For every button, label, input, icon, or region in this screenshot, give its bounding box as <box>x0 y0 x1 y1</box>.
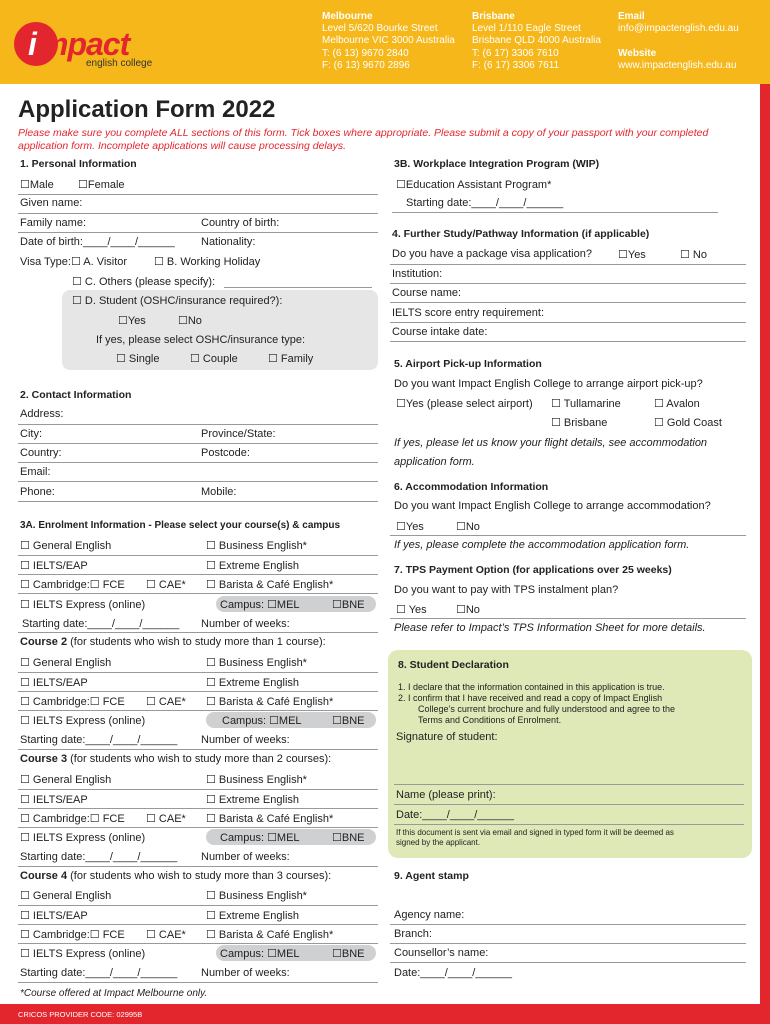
oshc-couple-checkbox[interactable]: ☐ Couple <box>190 353 238 365</box>
section-personal-heading: 1. Personal Information <box>20 158 137 170</box>
package-no-checkbox[interactable]: ☐ No <box>680 249 707 261</box>
c2-business-checkbox[interactable]: ☐ Business English* <box>206 657 307 669</box>
c4-express-checkbox[interactable]: ☐ IELTS Express (online) <box>20 948 146 960</box>
contact-website: Website www.impactenglish.edu.au <box>618 48 737 72</box>
country-birth-label: Country of birth: <box>201 217 280 229</box>
declaration-note-2: signed by the applicant. <box>396 838 481 847</box>
section-accommodation-heading: 6. Accommodation Information <box>394 481 549 493</box>
family-name-label: Family name: <box>20 217 87 229</box>
c4-cae-checkbox[interactable]: ☐ CAE* <box>146 929 186 941</box>
c2-express-checkbox[interactable]: ☐ IELTS Express (online) <box>20 715 146 727</box>
c2-campus-mel-checkbox[interactable]: Campus: ☐MEL <box>222 715 302 727</box>
c2-general-checkbox[interactable]: ☐ General English <box>20 657 112 669</box>
airport-question: Do you want Impact English College to arrange airport pick-up? <box>394 378 703 390</box>
section-wip-heading: 3B. Workplace Integration Program (WIP) <box>394 158 600 170</box>
side-accent-bar <box>760 84 770 1024</box>
c1-cambridge-checkbox[interactable]: ☐ Cambridge:☐ FCE <box>20 579 125 591</box>
c3-business-checkbox[interactable]: ☐ Business English* <box>206 774 307 786</box>
accommodation-note: If yes, please complete the accommodation application form. <box>394 539 690 551</box>
c2-cambridge-checkbox[interactable]: ☐ Cambridge:☐ FCE <box>20 696 125 708</box>
c1-business-checkbox[interactable]: ☐ Business English* <box>206 540 307 552</box>
c1-campus-bne-checkbox[interactable]: ☐BNE <box>332 599 365 611</box>
airport-note: If yes, please let us know your flight details, see accommodation application form. <box>394 437 708 468</box>
declaration-2: 2. I confirm that I have received and read a copy of Impact English <box>398 693 663 703</box>
oshc-type-label: If yes, please select OSHC/insurance type: <box>96 334 306 346</box>
c2-start-date[interactable]: Starting date:____/____/______ <box>20 734 178 746</box>
c3-campus-mel-checkbox[interactable]: Campus: ☐MEL <box>220 832 300 844</box>
c4-business-checkbox[interactable]: ☐ Business English* <box>206 890 307 902</box>
intro-text: Please make sure you complete ALL sections of this form. Tick boxes where appropriate. Please submit a copy of your passport with your completed application form. Incomplete applications will cause processing delays. <box>18 127 709 152</box>
declaration-note-1: If this document is sent via email and signed in typed form it will be deemed as <box>396 828 674 837</box>
agency-name-label: Agency name: <box>394 909 465 921</box>
c2-extreme-checkbox[interactable]: ☐ Extreme English <box>206 677 300 689</box>
c3-barista-checkbox[interactable]: ☐ Barista & Café English* <box>206 813 334 825</box>
visa-student-checkbox[interactable]: ☐ D. Student (OSHC/insurance required?): <box>72 295 283 307</box>
tps-yes-checkbox[interactable]: ☐ Yes <box>396 604 427 616</box>
female-checkbox[interactable]: ☐Female <box>78 179 125 191</box>
course4-heading: Course 4 (for students who wish to study more than 3 courses): <box>20 870 332 882</box>
course-name-label: Course name: <box>392 287 462 299</box>
course3-heading: Course 3 (for students who wish to study more than 2 courses): <box>20 753 332 765</box>
c4-barista-checkbox[interactable]: ☐ Barista & Café English* <box>206 929 334 941</box>
section-declaration-heading: 8. Student Declaration <box>398 659 509 671</box>
oshc-family-checkbox[interactable]: ☐ Family <box>268 353 314 365</box>
c3-general-checkbox[interactable]: ☐ General English <box>20 774 112 786</box>
c4-general-checkbox[interactable]: ☐ General English <box>20 890 112 902</box>
package-yes-checkbox[interactable]: ☐Yes <box>618 249 646 261</box>
country-label: Country: <box>20 447 62 459</box>
c3-campus-bne-checkbox[interactable]: ☐BNE <box>332 832 365 844</box>
c1-weeks-label: Number of weeks: <box>201 618 290 630</box>
c4-weeks-label: Number of weeks: <box>201 967 290 979</box>
c2-ielts-checkbox[interactable]: ☐ IELTS/EAP <box>20 677 88 689</box>
declaration-1: 1. I declare that the information contained in this application is true. <box>398 682 665 692</box>
ielts-score-label: IELTS score entry requirement: <box>392 307 545 319</box>
tps-note: Please refer to Impact’s TPS Information Sheet for more details. <box>394 622 706 634</box>
cricos-code: CRICOS PROVIDER CODE: 02995B <box>18 1010 143 1019</box>
c4-ielts-checkbox[interactable]: ☐ IELTS/EAP <box>20 910 88 922</box>
print-name-label: Name (please print): <box>396 789 496 801</box>
airport-tullamarine-checkbox[interactable]: ☐ Tullamarine <box>551 398 621 410</box>
c4-cambridge-checkbox[interactable]: ☐ Cambridge:☐ FCE <box>20 929 125 941</box>
c3-weeks-label: Number of weeks: <box>201 851 290 863</box>
footer-bar <box>0 1004 770 1024</box>
airport-avalon-checkbox[interactable]: ☐ Avalon <box>654 398 700 410</box>
c2-cae-checkbox[interactable]: ☐ CAE* <box>146 696 186 708</box>
branch-label: Branch: <box>394 928 432 940</box>
nationality-label: Nationality: <box>201 236 256 248</box>
section-contact-heading: 2. Contact Information <box>20 389 132 401</box>
c1-general-checkbox[interactable]: ☐ General English <box>20 540 112 552</box>
province-label: Province/State: <box>201 428 276 440</box>
postcode-label: Postcode: <box>201 447 250 459</box>
email-link[interactable]: info@impactenglish.edu.au <box>618 23 739 35</box>
accommodation-yes-checkbox[interactable]: ☐Yes <box>396 521 424 533</box>
male-checkbox[interactable]: ☐Male <box>20 179 54 191</box>
c3-cambridge-checkbox[interactable]: ☐ Cambridge:☐ FCE <box>20 813 125 825</box>
phone-label: Phone: <box>20 486 55 498</box>
brisbane-address: Brisbane Level 1/110 Eagle Street Brisbane QLD 4000 Australia T: (6 17) 3306 7610 F: (6 17) 3306 7611 <box>472 11 601 71</box>
melbourne-address: Melbourne Level 5/620 Bourke Street Melbourne VIC 3000 Australia T: (6 13) 9670 2840 F: (6 13) 9670 2896 <box>322 11 455 71</box>
c1-start-date[interactable]: Starting date:____/____/______ <box>22 618 180 630</box>
c1-express-checkbox[interactable]: ☐ IELTS Express (online) <box>20 599 146 611</box>
c4-start-date[interactable]: Starting date:____/____/______ <box>20 967 178 979</box>
c3-start-date[interactable]: Starting date:____/____/______ <box>20 851 178 863</box>
dob-field[interactable]: Date of birth:____/____/______ <box>20 236 175 248</box>
c3-express-checkbox[interactable]: ☐ IELTS Express (online) <box>20 832 146 844</box>
institution-label: Institution: <box>392 268 443 280</box>
section-study-heading: 4. Further Study/Pathway Information (if applicable) <box>392 228 650 240</box>
tps-no-checkbox[interactable]: ☐No <box>456 604 480 616</box>
oshc-single-checkbox[interactable]: ☐ Single <box>116 353 160 365</box>
airport-yes-checkbox[interactable]: ☐Yes (please select airport) <box>396 398 533 410</box>
section-agent-heading: 9. Agent stamp <box>394 870 469 882</box>
c3-ielts-checkbox[interactable]: ☐ IELTS/EAP <box>20 794 88 806</box>
header-banner <box>0 0 770 84</box>
signature-label: Signature of student: <box>396 731 498 743</box>
c4-campus-bne-checkbox[interactable]: ☐BNE <box>332 948 365 960</box>
declaration-2c: Terms and Conditions of Enrolment. <box>418 715 562 725</box>
website-link[interactable]: www.impactenglish.edu.au <box>618 60 737 72</box>
wip-edu-checkbox[interactable]: ☐Education Assistant Program* <box>396 179 552 191</box>
footnote: *Course offered at Impact Melbourne only. <box>20 988 208 999</box>
package-visa-question: Do you have a package visa application? <box>392 248 592 260</box>
c1-barista-checkbox[interactable]: ☐ Barista & Café English* <box>206 579 334 591</box>
contact-email: Email info@impactenglish.edu.au <box>618 11 739 35</box>
agent-date[interactable]: Date:____/____/______ <box>394 967 513 979</box>
visa-working-checkbox[interactable]: ☐ B. Working Holiday <box>154 256 261 268</box>
logo-text: mpact <box>40 26 130 62</box>
visa-visitor-checkbox[interactable]: Visa Type:☐ A. Visitor <box>20 256 128 268</box>
city-label: City: <box>20 428 42 440</box>
section-enrolment-heading: 3A. Enrolment Information - Please select your course(s) & campus <box>20 520 341 531</box>
declaration-date[interactable]: Date:____/____/______ <box>396 809 515 821</box>
address-label: Address: <box>20 408 64 420</box>
c1-extreme-checkbox[interactable]: ☐ Extreme English <box>206 560 300 572</box>
section-tps-heading: 7. TPS Payment Option (for applications over 25 weeks) <box>394 564 672 576</box>
declaration-2b: College’s current brochure and fully understood and agree to the <box>418 704 676 714</box>
logo-i: i <box>28 26 37 62</box>
section-airport-heading: 5. Airport Pick-up Information <box>394 358 542 370</box>
c1-campus-mel-checkbox[interactable]: Campus: ☐MEL <box>220 599 300 611</box>
intake-date-label: Course intake date: <box>392 326 488 338</box>
c3-extreme-checkbox[interactable]: ☐ Extreme English <box>206 794 300 806</box>
mobile-label: Mobile: <box>201 486 237 498</box>
c2-barista-checkbox[interactable]: ☐ Barista & Café English* <box>206 696 334 708</box>
accommodation-question: Do you want Impact English College to arrange accommodation? <box>394 500 711 512</box>
oshc-yes-checkbox[interactable]: ☐Yes <box>118 315 146 327</box>
accommodation-no-checkbox[interactable]: ☐No <box>456 521 480 533</box>
c2-weeks-label: Number of weeks: <box>201 734 290 746</box>
counsellor-label: Counsellor’s name: <box>394 947 489 959</box>
c3-cae-checkbox[interactable]: ☐ CAE* <box>146 813 186 825</box>
given-name-label: Given name: <box>20 197 83 209</box>
c1-cae-checkbox[interactable]: ☐ CAE* <box>146 579 186 591</box>
oshc-no-checkbox[interactable]: ☐No <box>178 315 202 327</box>
c4-extreme-checkbox[interactable]: ☐ Extreme English <box>206 910 300 922</box>
course2-heading: Course 2 (for students who wish to study more than 1 course): <box>20 636 326 648</box>
email-label: Email: <box>20 466 51 478</box>
c4-campus-mel-checkbox[interactable]: Campus: ☐MEL <box>220 948 300 960</box>
c1-ielts-checkbox[interactable]: ☐ IELTS/EAP <box>20 560 88 572</box>
tps-question: Do you want to pay with TPS instalment plan? <box>394 584 619 596</box>
visa-others-checkbox[interactable]: ☐ C. Others (please specify): <box>72 276 216 288</box>
wip-start-date[interactable]: Starting date:____/____/______ <box>406 197 564 209</box>
logo-subtitle: english college <box>86 58 153 69</box>
c2-campus-bne-checkbox[interactable]: ☐BNE <box>332 715 365 727</box>
page-title: Application Form 2022 <box>18 96 276 123</box>
airport-brisbane-checkbox[interactable]: ☐ Brisbane <box>551 417 608 429</box>
airport-goldcoast-checkbox[interactable]: ☐ Gold Coast <box>654 417 722 429</box>
